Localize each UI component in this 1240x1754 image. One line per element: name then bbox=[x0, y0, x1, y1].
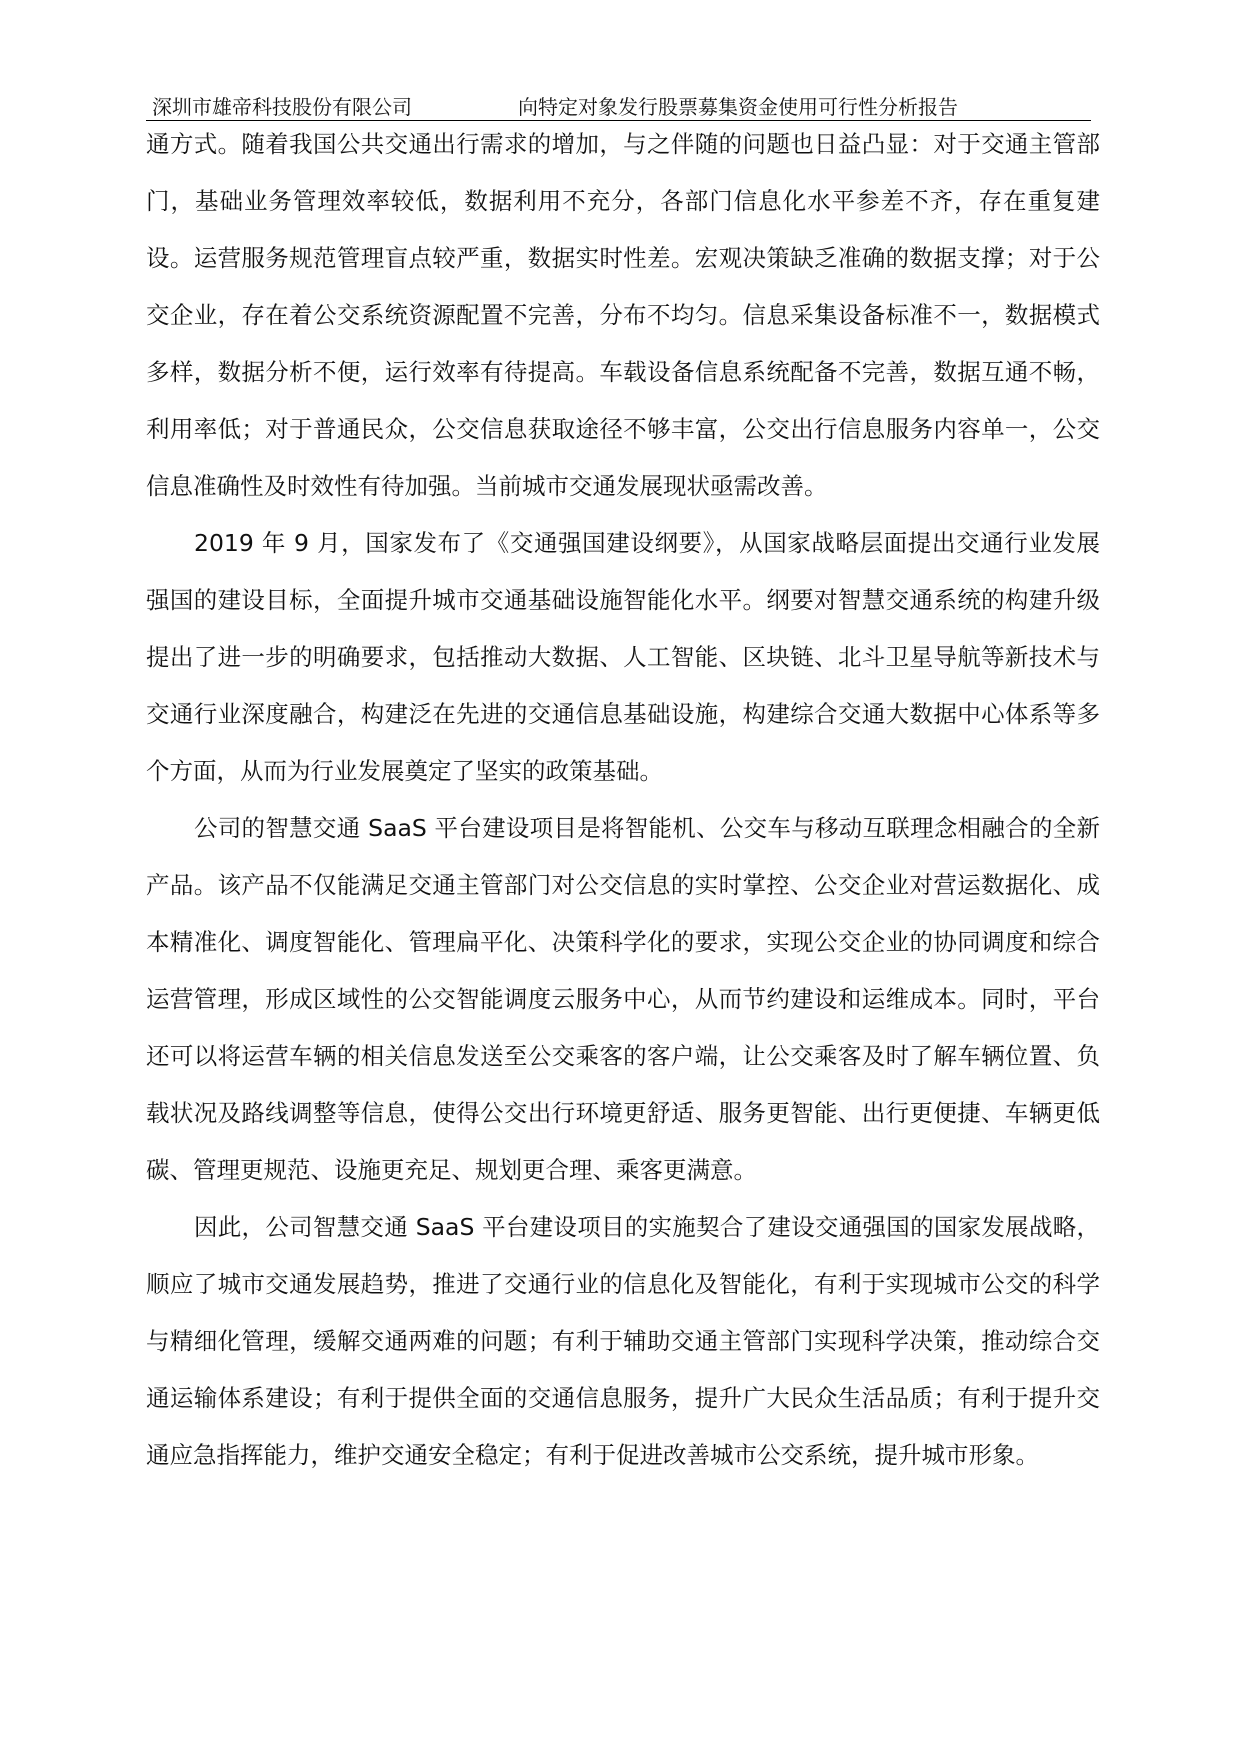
paragraph-continuation: 通方式。随着我国公共交通出行需求的增加，与之伴随的问题也日益凸显：对于交通主管部门，基础业务管理效率较低，数据利用不充分，各部门信息化水平参差不齐，存在重复建设。运营服务规范管理盲点较严重，数据实时性差。宏观决策缺乏准确的数据支撑；对于公交企业，存在着公交系统资源配置不完善，分布不均匀。信息采集设备标准不一，数据模式多样，数据分析不便，运行效率有待提高。车载设备信息系统配备不完善，数据互通不畅，利用率低；对于普通民众，公交信息获取途径不够丰富，公交出行信息服务内容单一，公交信息准确性及时效性有待加强。当前城市交通发展现状亟需改善。 bbox=[146, 130, 1100, 500]
paragraph-policy: 2019 年 9 月，国家发布了《交通强国建设纲要》，从国家战略层面提出交通行业发展强国的建设目标，全面提升城市交通基础设施智能化水平。纲要对智慧交通系统的构建升级提出了进一步的明确要求，包括推动大数据、人工智能、区块链、北斗卫星导航等新技术与交通行业深度融合，构建泛在先进的交通信息基础设施，构建综合交通大数据中心体系等多个方面，从而为行业发展奠定了坚实的政策基础。 bbox=[146, 529, 1100, 785]
header-report-title: 向特定对象发行股票募集资金使用可行性分析报告 bbox=[518, 95, 958, 119]
document-body bbox=[146, 116, 1100, 1484]
paragraph-saas-platform: 公司的智慧交通 SaaS 平台建设项目是将智能机、公交车与移动互联理念相融合的全新产品。该产品不仅能满足交通主管部门对公交信息的实时掌控、公交企业对营运数据化、成本精准化、调度智能化、管理扁平化、决策科学化的要求，实现公交企业的协同调度和综合运营管理，形成区域性的公交智能调度云服务中心，从而节约建设和运维成本。同时，平台还可以将运营车辆的相关信息发送至公交乘客的客户端，让公交乘客及时了解车辆位置、负载状况及路线调整等信息，使得公交出行环境更舒适、服务更智能、出行更便捷、车辆更低碳、管理更规范、设施更充足、规划更合理、乘客更满意。 bbox=[146, 814, 1100, 1184]
paragraph-conclusion: 因此，公司智慧交通 SaaS 平台建设项目的实施契合了建设交通强国的国家发展战略，顺应了城市交通发展趋势，推进了交通行业的信息化及智能化，有利于实现城市公交的科学与精细化管理，缓解交通两难的问题；有利于辅助交通主管部门实现科学决策，推动综合交通运输体系建设；有利于提供全面的交通信息服务，提升广大民众生活品质；有利于提升交通应急指挥能力，维护交通安全稳定；有利于促进改善城市公交系统，提升城市形象。 bbox=[146, 1213, 1100, 1469]
header-company-name: 深圳市雄帝科技股份有限公司 bbox=[152, 95, 412, 119]
